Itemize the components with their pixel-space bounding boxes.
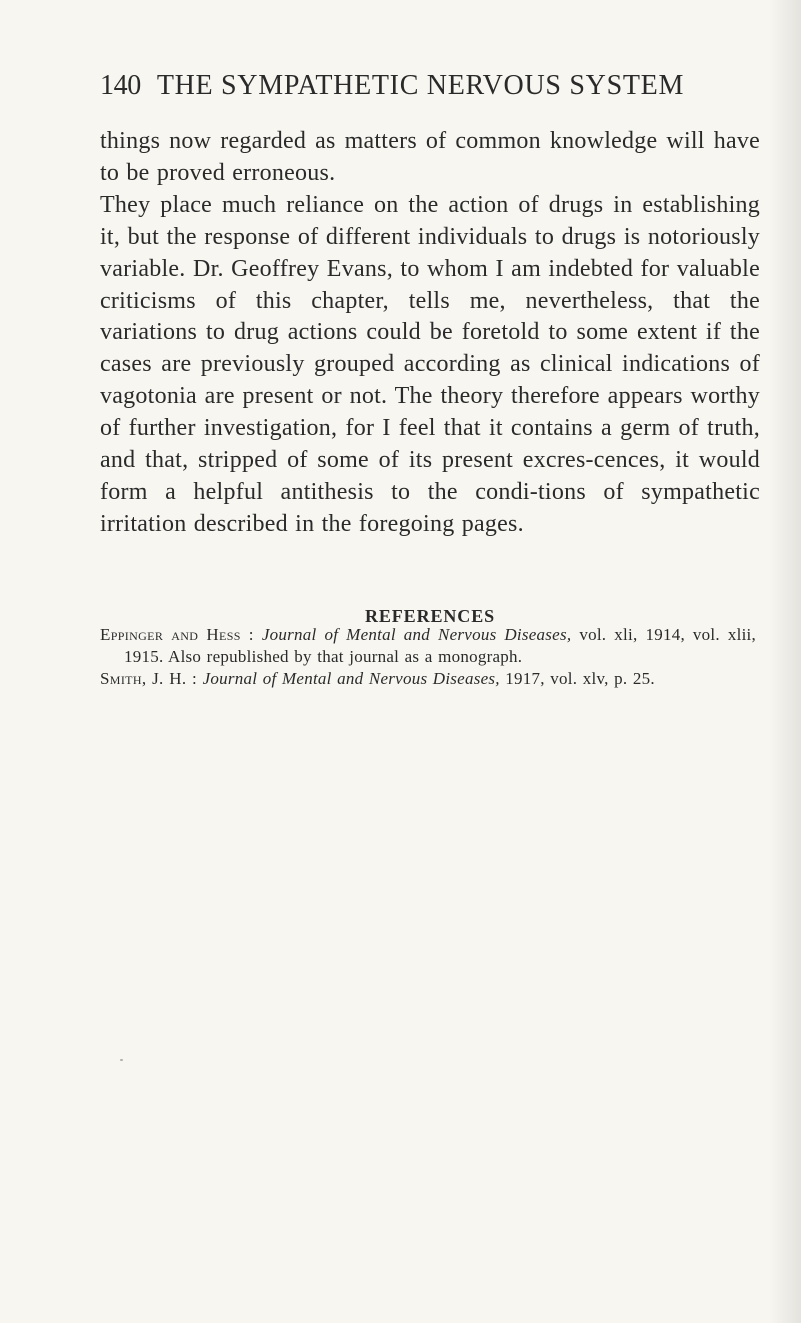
body-text: [100, 126, 760, 541]
reference-journal: Journal of Mental and Nervous Diseases,: [202, 669, 500, 688]
reference-list: [100, 624, 756, 690]
page-number: 140: [100, 70, 141, 101]
running-title: THE SYMPATHETIC NERVOUS SYSTEM: [156, 70, 685, 101]
paper-speck: [120, 1059, 123, 1061]
references-heading: REFERENCES: [364, 605, 496, 626]
reference-eppinger-hess: [100, 624, 756, 668]
running-head: [100, 72, 710, 100]
reference-details: vol. xli, 1914, vol. xlii, 1915. Also republished by that journal as a monograph.: [124, 625, 757, 666]
paragraph-one: things now regarded as matters of common knowledge will have to be proved erroneous.: [100, 128, 760, 186]
reference-authors: Eppinger and Hess :: [100, 625, 254, 644]
reference-details: 1917, vol. xlv, p. 25.: [505, 669, 655, 688]
reference-smith: [100, 668, 756, 690]
reference-authors: Smith, J. H. :: [100, 669, 198, 688]
reference-journal: Journal of Mental and Nervous Diseases,: [261, 625, 572, 644]
paragraph-two: They place much reliance on the action of drugs in establishing it, but the response of different individuals to drugs is notoriously variable. Dr. Geoffrey Evans, to whom I am indebted for valuable criticisms of this chapter, tells me, nevertheless, that the variations to drug actions could be foretold to some extent if the cases are previously grouped according as clinical indications of vagotonia are present or not. The theory therefore appears worthy of further investigation, for I feel that it contains a germ of truth, and that, stripped of some of its present excres-cences, it would form a helpful antithesis to the condi-tions of sympathetic irritation described in the foregoing pages.: [100, 191, 760, 537]
